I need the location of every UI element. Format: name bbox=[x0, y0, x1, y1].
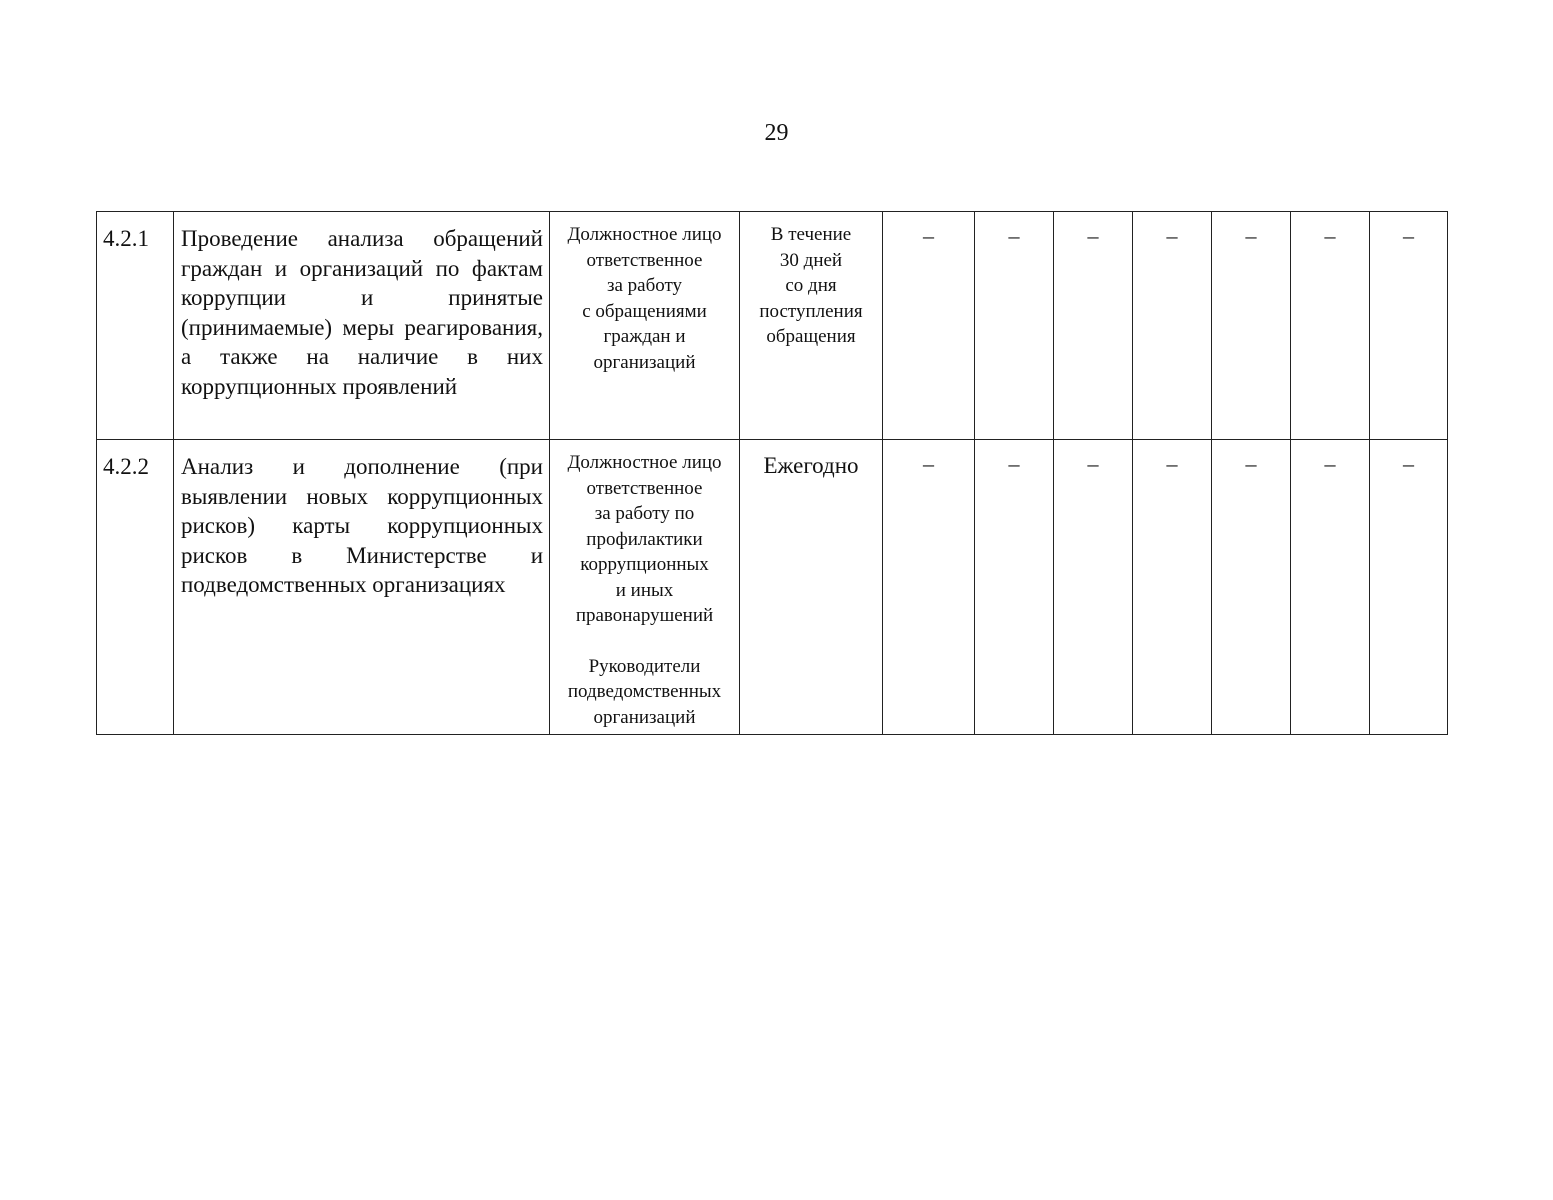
value-cell: – bbox=[1054, 440, 1133, 735]
value-cell: – bbox=[1291, 440, 1370, 735]
responsible-text: Должностное лицо ответственное за работу по профилактики коррупционных и иных правонарушений bbox=[567, 452, 722, 626]
value-cell: – bbox=[1291, 212, 1370, 440]
value-cell: – bbox=[975, 440, 1054, 735]
term-cell: В течение 30 дней со дня поступления обращения bbox=[740, 212, 883, 440]
value-cell: – bbox=[1370, 440, 1448, 735]
responsible-text: Должностное лицо ответственное за работу с обращениями граждан и организаций bbox=[567, 224, 722, 373]
table-row bbox=[97, 212, 1448, 440]
measures-table bbox=[96, 211, 1448, 735]
value-cell: – bbox=[883, 212, 975, 440]
value-cell: – bbox=[1133, 212, 1212, 440]
responsible-gap bbox=[552, 629, 737, 654]
measure-description: Проведение анализа обращений граждан и организаций по фактам коррупции и принятые (принимаемые) меры реагирования, а также на наличие в них коррупционных проявлений bbox=[174, 212, 550, 440]
value-cell: – bbox=[1370, 212, 1448, 440]
value-cell: – bbox=[1212, 440, 1291, 735]
value-cell: – bbox=[975, 212, 1054, 440]
value-cell: – bbox=[1133, 440, 1212, 735]
item-number: 4.2.1 bbox=[97, 212, 174, 440]
responsible-extra-text: Руководители подведомственных организаций bbox=[567, 655, 722, 728]
responsible-cell bbox=[550, 440, 740, 735]
table-row bbox=[97, 440, 1448, 735]
value-cell: – bbox=[1212, 212, 1291, 440]
term-cell: Ежегодно bbox=[740, 440, 883, 735]
item-number: 4.2.2 bbox=[97, 440, 174, 735]
page-number: 29 bbox=[764, 120, 789, 146]
measure-description: Анализ и дополнение (при выявлении новых коррупционных рисков) карты коррупционных рисков в Министерстве и подведомственных организациях bbox=[174, 440, 550, 735]
value-cell: – bbox=[883, 440, 975, 735]
value-cell: – bbox=[1054, 212, 1133, 440]
responsible-cell bbox=[550, 212, 740, 440]
